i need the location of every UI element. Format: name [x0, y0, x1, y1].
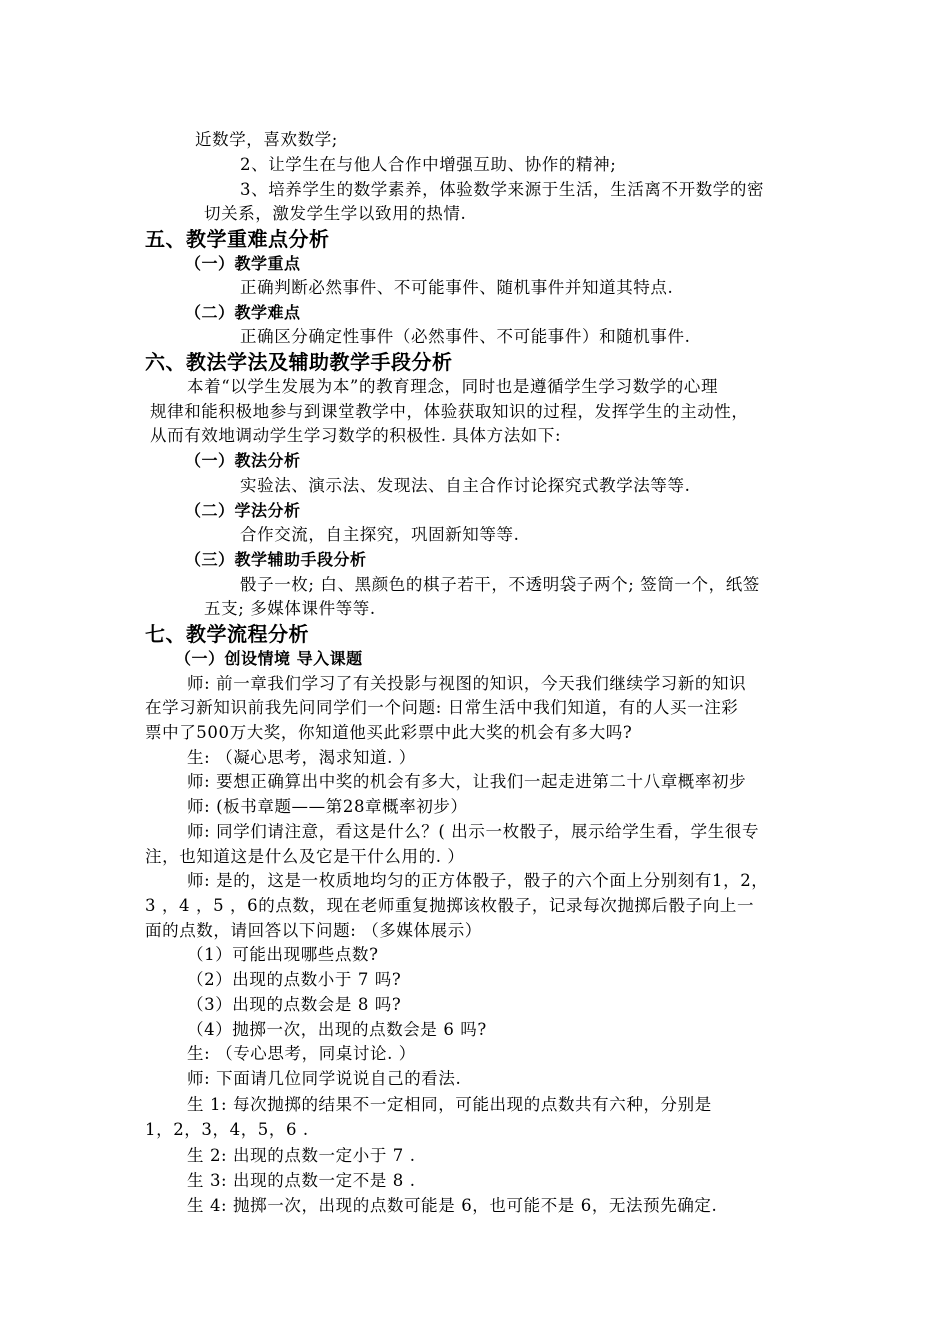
section-heading: 六、教法学法及辅助教学手段分析	[145, 350, 453, 374]
section-heading: 五、教学重难点分析	[145, 227, 330, 251]
text-line: 生: （专心思考，同桌讨论. ）	[187, 1044, 416, 1063]
text-line: 生 1: 每次抛掷的结果不一定相同，可能出现的点数共有六种，分别是	[187, 1095, 712, 1114]
subsection-heading: （三）教学辅助手段分析	[185, 550, 367, 569]
text-line: 生 4: 抛掷一次，出现的点数可能是 6，也可能不是 6，无法预先确定.	[187, 1196, 718, 1215]
text-line: 3、培养学生的数学素养，体验数学来源于生活，生活离不开数学的密	[240, 180, 765, 199]
text-line: 正确判断必然事件、不可能事件、随机事件并知道其特点.	[240, 278, 674, 297]
text-line: 正确区分确定性事件（必然事件、不可能事件）和随机事件.	[240, 327, 691, 346]
text-line: 生: （凝心思考，渴求知道. ）	[187, 748, 416, 767]
text-line: 近数学，喜欢数学;	[195, 130, 338, 149]
text-line: 五支; 多媒体课件等等.	[204, 599, 376, 618]
text-line: 实验法、演示法、发现法、自主合作讨论探究式教学法等等.	[240, 476, 691, 495]
text-line: 票中了500万大奖，你知道他买此彩票中此大奖的机会有多大吗?	[145, 723, 633, 742]
subsection-heading: （一）教学重点	[185, 254, 301, 273]
section-heading: 七、教学流程分析	[145, 622, 309, 646]
list-item: （1）可能出现哪些点数?	[187, 945, 379, 964]
text-line: 师: 前一章我们学习了有关投影与视图的知识，今天我们继续学习新的知识	[187, 674, 747, 693]
text-line: 1，2，3，4，5，6 .	[145, 1120, 309, 1139]
text-line: 师: 同学们请注意，看这是什么？( 出示一枚骰子，展示给学生看，学生很专	[187, 822, 760, 841]
list-item: （4）抛掷一次，出现的点数会是 6 吗?	[187, 1020, 487, 1039]
subsection-heading: （一）教法分析	[185, 451, 301, 470]
text-line: 合作交流，自主探究，巩固新知等等.	[240, 525, 520, 544]
text-line: 在学习新知识前我先问同学们一个问题: 日常生活中我们知道，有的人买一注彩	[145, 698, 739, 717]
text-line: 生 2: 出现的点数一定小于 7 .	[187, 1146, 416, 1165]
text-line: 师: (板书章题——第28章概率初步）	[187, 797, 468, 816]
text-line: 3 ，4 ，5 ，6的点数，现在老师重复抛掷该枚骰子，记录每次抛掷后骰子向上一	[145, 896, 755, 915]
list-item: （2）出现的点数小于 7 吗?	[187, 970, 402, 989]
text-line: 面的点数，请回答以下问题: （多媒体展示）	[145, 921, 482, 940]
text-line: 规律和能积极地参与到课堂教学中，体验获取知识的过程，发挥学生的主动性，	[150, 402, 749, 421]
text-line: 骰子一枚; 白、黑颜色的棋子若干，不透明袋子两个; 签筒一个，纸签	[240, 575, 760, 594]
subsection-heading: （一）创设情境 导入课题	[175, 649, 363, 668]
subsection-heading: （二）学法分析	[185, 501, 301, 520]
text-line: 本着“以学生发展为本”的教育理念，同时也是遵循学生学习数学的心理	[187, 377, 719, 396]
text-line: 师: 是的，这是一枚质地均匀的正方体骰子，骰子的六个面上分别刻有1，2，	[187, 871, 769, 890]
text-line: 从而有效地调动学生学习数学的积极性. 具体方法如下:	[150, 426, 562, 445]
text-line: 切关系，激发学生学以致用的热情.	[204, 204, 467, 223]
text-line: 注，也知道这是什么及它是干什么用的. ）	[145, 847, 465, 866]
text-line: 师: 要想正确算出中奖的机会有多大，让我们一起走进第二十八章概率初步	[187, 772, 747, 791]
text-line: 生 3: 出现的点数一定不是 8 .	[187, 1171, 416, 1190]
text-line: 2、让学生在与他人合作中增强互助、协作的精神;	[240, 155, 617, 174]
list-item: （3）出现的点数会是 8 吗?	[187, 995, 402, 1014]
text-line: 师: 下面请几位同学说说自己的看法.	[187, 1069, 462, 1088]
subsection-heading: （二）教学难点	[185, 303, 301, 322]
